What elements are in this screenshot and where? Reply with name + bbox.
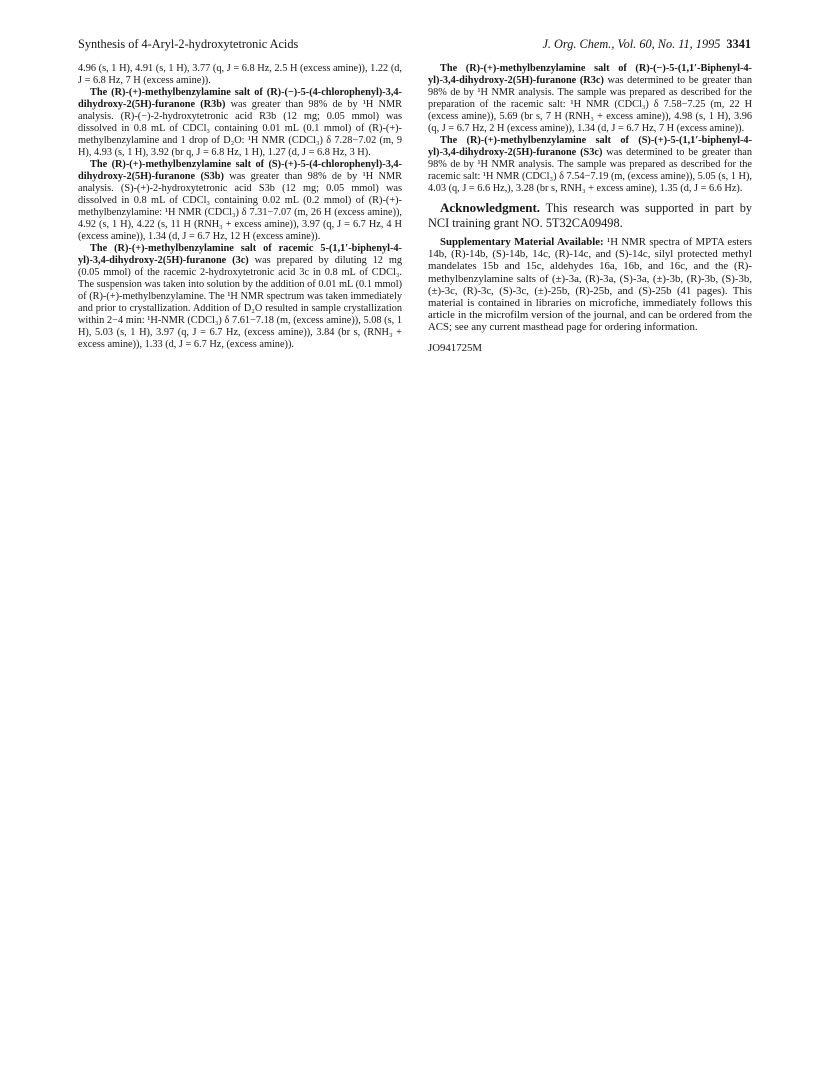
paragraph-body: was prepared by diluting 12 mg (0.05 mmol) of the racemic 2-hydroxytetronic acid 3c in 0.8 mL of CDCl₃. The suspension was taken into solution by the addition of 0.01 mL (0.1 mmol) of (R)-(+)-methylbenzylamine. The ¹H NMR spectrum was taken immediately and prior to crystallization. Addition of D₂O resulted in sample crystallization within 2−4 min: ¹H-NMR (CDCl₃) δ 7.61−7.18 (m, (excess amine)), 5.08 (s, 1 H), 5.03 (s, 1 H), 3.97 (q, J = 6.7 Hz, (excess amine)), 3.84 (br s, (RNH₃ + excess amine)), 1.33 (d, J = 6.7 Hz, (excess amine)). [78,255,403,350]
paragraph-continuation: 4.96 (s, 1 H), 4.91 (s, 1 H), 3.77 (q, J = 6.8 Hz, 2.5 H (excess amine)), 1.22 (d, J = 6.8 Hz, 7 H (excess amine)). [78,63,402,86]
supplementary-material [428,236,752,334]
acknowledgment-body: This research was supported in part by NCI training grant NO. 5T32CA09498. [428,201,752,230]
right-column [428,63,752,354]
paragraph-body: was greater than 98% de by ¹H NMR analysis. (S)-(+)-2-hydroxytetronic acid S3b (12 mg; 0.05 mmol) was dissolved in 0.8 mL of CDCl₃ containing 0.02 mL (0.2 mmol) of (R)-(+)-methylbenzylamine: ¹H NMR (CDCl₃) δ 7.31−7.07 (m, 26 H (excess amine)), 4.92 (s, 1 H), 4.22 (s, 11 H (RNH₃ + excess amine)), 3.97 (q, J = 6.7 Hz, 4 H (excess amine)), 1.34 (d, J = 6.7 Hz, 12 H (excess amine)). [78,171,402,242]
paragraph-body: was greater than 98% de by ¹H NMR analysis. (R)-(−)-2-hydroxytetronic acid R3b (12 mg; 0.05 mmol) was dissolved in 0.8 mL of CDCl₃ containing 0.01 mL (0.1 mmol) of (R)-(+)-methylbenzylamine and 1 drop of D₂O: ¹H NMR (CDCl₃) δ 7.28−7.02 (m, 9 H), 4.93 (s, 1 H), 3.92 (br q, J = 6.8 Hz, 1 H), 1.27 (d, J = 6.8 Hz, 3 H). [78,99,402,158]
paragraph-body: was determined to be greater than 98% de by ¹H NMR analysis. The sample was prepared as described for the preparation of the racemic salt: ¹H NMR (CDCl₃) δ 7.58−7.25 (m, 22 H (excess amine)), 5.69 (br s, 7 H (RNH₃ + excess amine)), 4.98 (s, 1 H), 3.96 (q, J = 6.7 Hz, 2 H (excess amine)), 1.34 (d, J = 6.7 Hz, 7 H (excess amine)). [428,75,752,134]
journal-name: J. Org. Chem., Vol. 60, No. 11, 1995 [542,37,721,51]
running-title: Synthesis of 4-Aryl-2-hydroxytetronic Acids [78,37,299,51]
paragraph-r3b-salt [78,87,402,159]
paragraph-s3b-salt [78,159,402,243]
left-column [78,63,402,351]
paragraph-r3c-salt [428,63,752,135]
paragraph-heading: The (R)-(+)-methylbenzylamine salt of (R)-(−)-5-(1,1′-Biphenyl-4-yl)-3,4-dihydroxy-2(5H)-furanone (R3c) [428,63,752,86]
paragraph-body: was determined to be greater than 98% de by ¹H NMR analysis. The sample was prepared as described for the racemic salt: ¹H NMR (CDCl₃) δ 7.54−7.19 (m, (excess amine)), 5.05 (s, 1 H), 4.03 (q, J = 6.6 Hz,), 3.28 (br s, RNH₃ + excess amine), 1.35 (d, J = 6.6 Hz). [428,147,753,194]
manuscript-code: JO941725M [428,341,482,354]
acknowledgment [428,201,752,230]
paragraph-racemic-3c-salt [78,243,402,351]
paragraph-heading: The (R)-(+)-methylbenzylamine salt of (S)-(+)-5-(1,1′-biphenyl-4-yl)-3,4-dihydroxy-2(5H)-furanone (S3c) [428,135,752,158]
paragraph-heading: The (R)-(+)-methylbenzylamine salt of (R)-(−)-5-(4-chlorophenyl)-3,4-dihydroxy-2(5H)-furanone (R3b) [78,87,402,110]
page-number: 3341 [726,37,751,51]
paragraph-s3c-salt [428,135,752,195]
acknowledgment-heading: Acknowledgment. [440,200,541,215]
running-header [78,37,751,53]
paragraph-heading: The (R)-(+)-methylbenzylamine salt of racemic 5-(1,1′-biphenyl-4-yl)-3,4-dihydroxy-2(5H)-furanone (3c) [78,243,402,266]
journal-citation [542,37,751,52]
supplementary-heading: Supplementary Material Available: [440,236,604,248]
supplementary-body: ¹H NMR spectra of MPTA esters 14b, (R)-14b, (S)-14b, 14c, (R)-14c, and (S)-14c, silyl protected methyl mandelates 15b and 15c, aldehydes 16a, 16b, and 16c, and the (R)-methylbenzylamine salts of (±)-3a, (R)-3a, (S)-3a, (±)-3b, (R)-3b, (S)-3b, (±)-3c, (R)-3c, (S)-3c, (±)-25b, (R)-25b, and (S)-25b (41 pages). This material is contained in libraries on microfiche, immediately follows this article in the microfilm version of the journal, and can be ordered from the ACS; see any current masthead page for ordering information. [428,236,752,334]
paragraph-heading: The (R)-(+)-methylbenzylamine salt of (S)-(+)-5-(4-chlorophenyl)-3,4-dihydroxy-2(5H)-furanone (S3b) [78,159,402,182]
